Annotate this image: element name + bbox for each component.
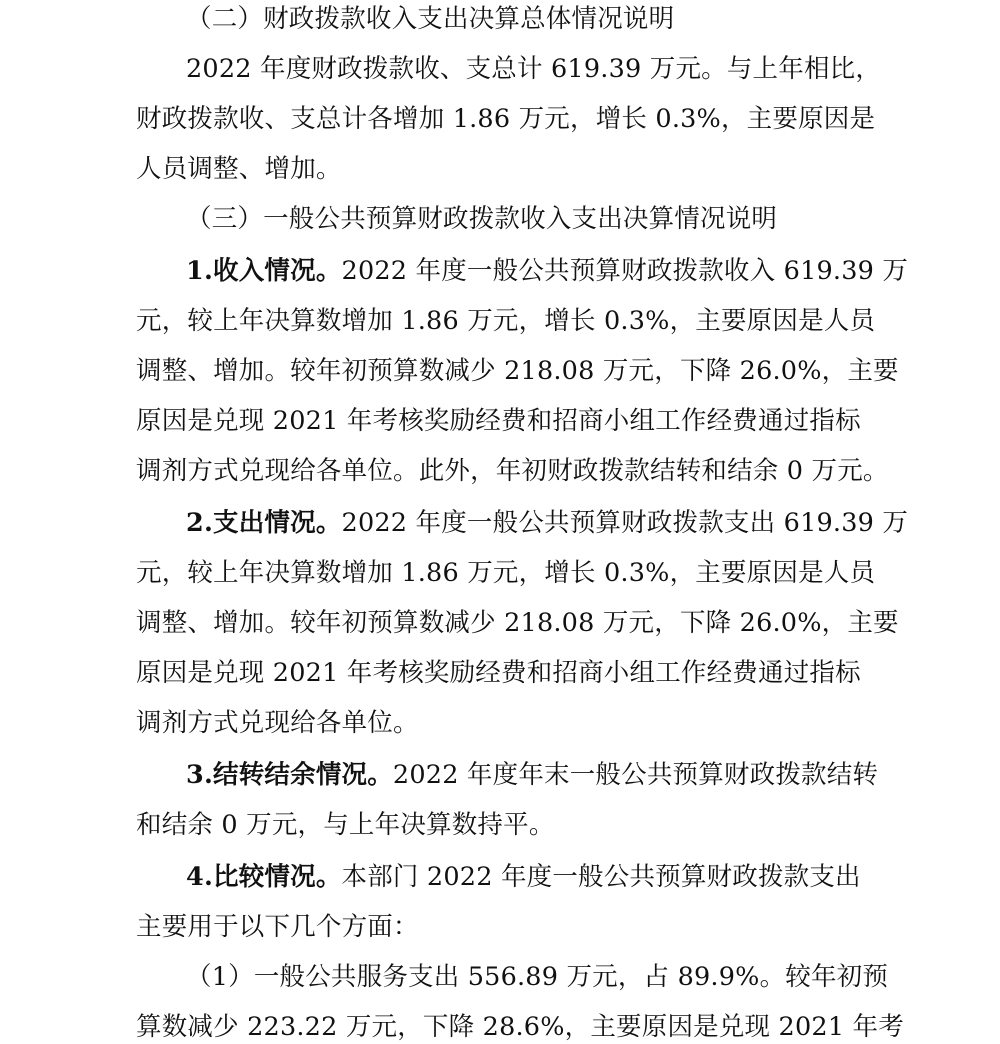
paragraph-line [136, 606, 899, 640]
section-heading-3 [186, 202, 946, 236]
line-text: 本部门 2022 年度一般公共预算财政拨款支出 [341, 862, 861, 892]
subheading-lead: 4.比较情况。 [186, 862, 342, 892]
paragraph-line [136, 404, 896, 438]
line-text: 调剂方式兑现给各单位。此外，年初财政拨款结转和结余 0 万元。 [136, 456, 889, 486]
line-text: 原因是兑现 2021 年考核奖励经费和招商小组工作经费通过指标 [136, 658, 861, 688]
line-text: 调整、增加。较年初预算数减少 218.08 万元，下降 26.0%，主要 [136, 356, 899, 386]
paragraph-line [186, 52, 946, 86]
line-text: 调剂方式兑现给各单位。 [136, 708, 419, 738]
carryover-paragraph-line [186, 758, 946, 792]
line-text: 2022 年度一般公共预算财政拨款支出 619.39 万 [341, 508, 909, 538]
paragraph-line [136, 556, 896, 590]
comparison-paragraph-line [186, 860, 946, 894]
section-heading-2 [186, 2, 946, 36]
line-text: 算数减少 223.22 万元，下降 28.6%，主要原因是兑现 2021 年考 [136, 1012, 904, 1042]
line-text: 人员调整、增加。 [136, 154, 342, 184]
paragraph-line [136, 304, 896, 338]
paragraph-line [136, 102, 896, 136]
line-text: 财政拨款收、支总计各增加 1.86 万元，增长 0.3%，主要原因是 [136, 104, 876, 134]
line-text: 和结余 0 万元，与上年决算数持平。 [136, 810, 555, 840]
line-text: （二）财政拨款收入支出决算总体情况说明 [186, 4, 675, 34]
subheading-lead: 3.结转结余情况。 [186, 760, 393, 790]
expense-paragraph-line [186, 506, 946, 540]
paragraph-line [136, 910, 896, 944]
paragraph-line [136, 152, 896, 186]
line-text: 2022 年度年末一般公共预算财政拨款结转 [392, 760, 879, 790]
line-text: 元，较上年决算数增加 1.86 万元，增长 0.3%，主要原因是人员 [136, 558, 876, 588]
line-text: （三）一般公共预算财政拨款收入支出决算情况说明 [186, 204, 778, 234]
line-text: 主要用于以下几个方面： [136, 912, 419, 942]
line-text: 2022 年度财政拨款收、支总计 619.39 万元。与上年相比， [186, 54, 882, 84]
line-text: 原因是兑现 2021 年考核奖励经费和招商小组工作经费通过指标 [136, 406, 861, 436]
line-text: （1）一般公共服务支出 556.89 万元，占 89.9%。较年初预 [186, 962, 889, 992]
income-paragraph-line [186, 254, 946, 288]
subheading-lead: 2.支出情况。 [186, 508, 342, 538]
line-text: 调整、增加。较年初预算数减少 218.08 万元，下降 26.0%，主要 [136, 608, 899, 638]
subheading-lead: 1.收入情况。 [186, 256, 342, 286]
line-text: 元，较上年决算数增加 1.86 万元，增长 0.3%，主要原因是人员 [136, 306, 876, 336]
paragraph-line [136, 656, 896, 690]
list-item-1-line [186, 960, 946, 994]
paragraph-line [136, 454, 896, 488]
paragraph-line [136, 808, 896, 842]
paragraph-line [136, 706, 896, 740]
paragraph-line [136, 354, 899, 388]
line-text: 2022 年度一般公共预算财政拨款收入 619.39 万 [341, 256, 909, 286]
paragraph-line [136, 1010, 904, 1044]
